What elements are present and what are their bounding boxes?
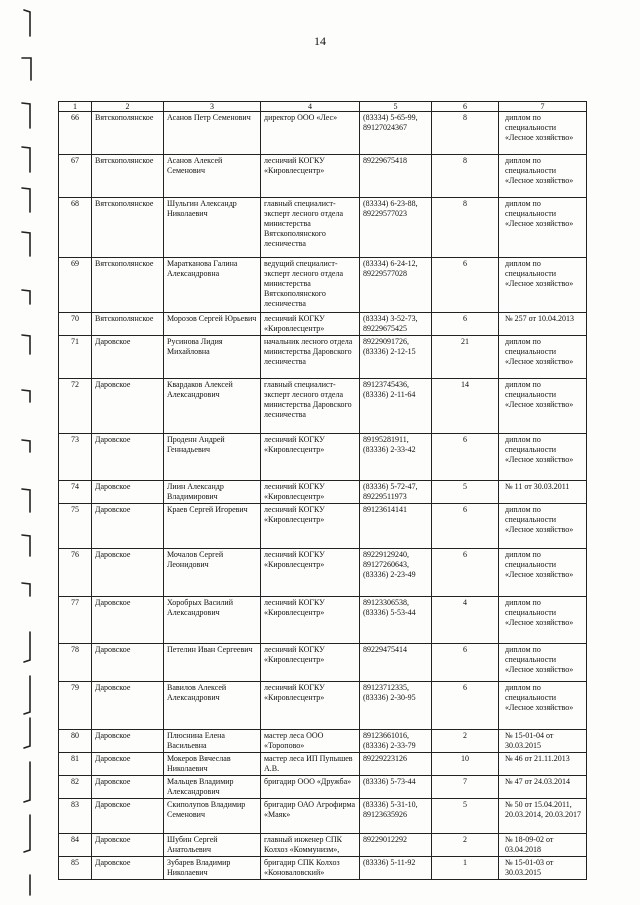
person-name: Вавилов Алексей Александрович (164, 682, 261, 730)
experience-years: 14 (432, 379, 499, 434)
district-name: Даровское (92, 644, 164, 682)
phone-number: (83334) 3-52-73, 89229675425 (360, 313, 432, 336)
table-row (59, 434, 587, 481)
page-number: 14 (314, 34, 326, 48)
experience-years: 6 (432, 434, 499, 481)
position-title: лесничий КОГКУ «Кировлесцентр» (261, 155, 360, 198)
phone-number: 89123712335, (83336) 2-30-95 (360, 682, 432, 730)
position-title: ведущий специалист-эксперт лесного отдела министерства Вятскополянского лесничества (261, 258, 360, 313)
table-row (59, 379, 587, 434)
district-name: Даровское (92, 336, 164, 379)
qualification-document: диплом по специальности «Лесное хозяйство» (499, 682, 587, 730)
qualification-document: № 50 от 15.04.2011, 20.03.2014, 20.03.2017 (499, 799, 587, 834)
position-title: главный специалист-эксперт лесного отдела министерства Даровского лесничества (261, 379, 360, 434)
experience-years: 1 (432, 857, 499, 880)
qualification-document: № 257 от 10.04.2013 (499, 313, 587, 336)
table-row (59, 834, 587, 857)
district-name: Даровское (92, 481, 164, 504)
position-title: главный инженер СПК Колхоз «Коммунизм», (261, 834, 360, 857)
table-row (59, 753, 587, 776)
experience-years: 4 (432, 597, 499, 644)
column-number: 3 (164, 102, 261, 112)
district-name: Даровское (92, 834, 164, 857)
person-name: Краев Сергей Игоревич (164, 504, 261, 549)
qualification-document: № 46 от 21.11.2013 (499, 753, 587, 776)
table-row (59, 198, 587, 258)
district-name: Даровское (92, 753, 164, 776)
table-row (59, 258, 587, 313)
phone-number: 89123745436, (83336) 2-11-64 (360, 379, 432, 434)
phone-number: 89229675418 (360, 155, 432, 198)
person-name: Квардаков Алексей Александрович (164, 379, 261, 434)
phone-number: 89229129240, 89127260643, (83336) 2-23-49 (360, 549, 432, 597)
row-number: 70 (59, 313, 92, 336)
row-number: 75 (59, 504, 92, 549)
position-title: главный специалист-эксперт лесного отдела министерства Вятскополянского лесничества (261, 198, 360, 258)
row-number: 68 (59, 198, 92, 258)
person-name: Мокеров Вячеслав Николаевич (164, 753, 261, 776)
experience-years: 7 (432, 776, 499, 799)
position-title: лесничий КОГКУ «Кировлесцентр» (261, 682, 360, 730)
position-title: начальник лесного отдела министерства Даровского лесничества (261, 336, 360, 379)
position-title: лесничий КОГКУ «Кировлесцентр» (261, 434, 360, 481)
qualification-document: диплом по специальности «Лесное хозяйство» (499, 336, 587, 379)
phone-number: 89123306538, (83336) 5-53-44 (360, 597, 432, 644)
position-title: мастер леса ООО «Торопово» (261, 730, 360, 753)
row-number: 72 (59, 379, 92, 434)
position-title: лесничий КОГКУ «Кировлесцентр» (261, 481, 360, 504)
experience-years: 8 (432, 112, 499, 155)
row-number: 76 (59, 549, 92, 597)
position-title: директор ООО «Лес» (261, 112, 360, 155)
district-name: Вятскополянское (92, 198, 164, 258)
table-row (59, 313, 587, 336)
table-row (59, 597, 587, 644)
table-row (59, 336, 587, 379)
person-name: Асанов Алексей Семенович (164, 155, 261, 198)
district-name: Даровское (92, 682, 164, 730)
row-number: 78 (59, 644, 92, 682)
district-name: Вятскополянское (92, 258, 164, 313)
qualification-document: диплом по специальности «Лесное хозяйство» (499, 644, 587, 682)
person-name: Русинова Лидия Михайловна (164, 336, 261, 379)
experience-years: 6 (432, 504, 499, 549)
phone-number: (83336) 5-11-92 (360, 857, 432, 880)
table-row (59, 644, 587, 682)
phone-number: (83336) 5-73-44 (360, 776, 432, 799)
row-number: 83 (59, 799, 92, 834)
qualification-document: диплом по специальности «Лесное хозяйство» (499, 112, 587, 155)
experience-years: 6 (432, 313, 499, 336)
qualification-document: диплом по специальности «Лесное хозяйство» (499, 549, 587, 597)
phone-number: (83336) 5-31-10, 89123635926 (360, 799, 432, 834)
phone-number: 89123614141 (360, 504, 432, 549)
experience-years: 10 (432, 753, 499, 776)
phone-number: (83336) 5-72-47, 89229511973 (360, 481, 432, 504)
position-title: мастер леса ИП Пупышев А.В. (261, 753, 360, 776)
district-name: Вятскополянское (92, 155, 164, 198)
column-number-row (59, 102, 587, 112)
position-title: бригадир СПК Колхоз «Коноваловский» (261, 857, 360, 880)
position-title: бригадир ООО «Дружба» (261, 776, 360, 799)
experience-years: 2 (432, 730, 499, 753)
row-number: 73 (59, 434, 92, 481)
qualification-document: № 11 от 30.03.2011 (499, 481, 587, 504)
phone-number: (83334) 5-65-99, 89127024367 (360, 112, 432, 155)
person-name: Петелин Иван Сергеевич (164, 644, 261, 682)
table-row (59, 549, 587, 597)
district-name: Даровское (92, 776, 164, 799)
person-name: Маратканова Галина Александровна (164, 258, 261, 313)
person-name: Зубарев Владимир Николаевич (164, 857, 261, 880)
person-name: Морозов Сергей Юрьевич (164, 313, 261, 336)
table-row (59, 504, 587, 549)
qualification-document: диплом по специальности «Лесное хозяйство» (499, 379, 587, 434)
experience-years: 6 (432, 644, 499, 682)
row-number: 85 (59, 857, 92, 880)
table-body (59, 112, 587, 880)
qualification-document: диплом по специальности «Лесное хозяйство» (499, 434, 587, 481)
person-name: Мальцев Владимир Александрович (164, 776, 261, 799)
table-row (59, 730, 587, 753)
experience-years: 8 (432, 198, 499, 258)
row-number: 67 (59, 155, 92, 198)
district-name: Даровское (92, 549, 164, 597)
experience-years: 5 (432, 481, 499, 504)
table-row (59, 481, 587, 504)
phone-number: 89229012292 (360, 834, 432, 857)
district-name: Даровское (92, 379, 164, 434)
district-name: Даровское (92, 597, 164, 644)
position-title: бригадир ОАО Агрофирма «Маяк» (261, 799, 360, 834)
district-name: Вятскополянское (92, 313, 164, 336)
row-number: 66 (59, 112, 92, 155)
row-number: 80 (59, 730, 92, 753)
qualification-document: № 15-01-03 от 30.03.2015 (499, 857, 587, 880)
specialists-table-container (58, 101, 586, 880)
column-number: 6 (432, 102, 499, 112)
row-number: 81 (59, 753, 92, 776)
row-number: 77 (59, 597, 92, 644)
table-row (59, 112, 587, 155)
experience-years: 5 (432, 799, 499, 834)
qualification-document: № 18-09-02 от 03.04.2018 (499, 834, 587, 857)
person-name: Асанов Петр Семенович (164, 112, 261, 155)
position-title: лесничий КОГКУ «Кировлесцентр» (261, 313, 360, 336)
row-number: 79 (59, 682, 92, 730)
person-name: Шульгин Александр Николаевич (164, 198, 261, 258)
person-name: Плюснина Елена Васильевна (164, 730, 261, 753)
experience-years: 2 (432, 834, 499, 857)
experience-years: 6 (432, 258, 499, 313)
row-number: 82 (59, 776, 92, 799)
person-name: Проденн Андрей Геннадьевич (164, 434, 261, 481)
binding-margin-marks (0, 0, 40, 905)
specialists-table (58, 101, 587, 880)
table-row (59, 682, 587, 730)
district-name: Вятскополянское (92, 112, 164, 155)
column-number: 5 (360, 102, 432, 112)
experience-years: 6 (432, 549, 499, 597)
person-name: Лиин Александр Владимирович (164, 481, 261, 504)
phone-number: 89229475414 (360, 644, 432, 682)
district-name: Даровское (92, 504, 164, 549)
district-name: Даровское (92, 434, 164, 481)
qualification-document: диплом по специальности «Лесное хозяйство» (499, 597, 587, 644)
phone-number: 89123661016, (83336) 2-33-79 (360, 730, 432, 753)
column-number: 2 (92, 102, 164, 112)
table-row (59, 799, 587, 834)
qualification-document: диплом по специальности «Лесное хозяйство» (499, 155, 587, 198)
qualification-document: диплом по специальности «Лесное хозяйство» (499, 258, 587, 313)
experience-years: 21 (432, 336, 499, 379)
position-title: лесничий КОГКУ «Кировлесцентр» (261, 644, 360, 682)
phone-number: (83334) 6-24-12, 89229577028 (360, 258, 432, 313)
position-title: лесничий КОГКУ «Кировлесцентр» (261, 549, 360, 597)
row-number: 84 (59, 834, 92, 857)
position-title: лесничий КОГКУ «Кировлесцентр» (261, 504, 360, 549)
column-number: 7 (499, 102, 587, 112)
row-number: 74 (59, 481, 92, 504)
phone-number: 89195281911, (83336) 2-33-42 (360, 434, 432, 481)
column-number: 4 (261, 102, 360, 112)
district-name: Даровское (92, 730, 164, 753)
qualification-document: диплом по специальности «Лесное хозяйство» (499, 198, 587, 258)
phone-number: 89229223126 (360, 753, 432, 776)
person-name: Шубин Сергей Анатольевич (164, 834, 261, 857)
phone-number: 89229091726, (83336) 2-12-15 (360, 336, 432, 379)
table-row (59, 155, 587, 198)
column-number: 1 (59, 102, 92, 112)
table-row (59, 857, 587, 880)
qualification-document: № 15-01-04 от 30.03.2015 (499, 730, 587, 753)
row-number: 71 (59, 336, 92, 379)
qualification-document: диплом по специальности «Лесное хозяйство» (499, 504, 587, 549)
table-row (59, 776, 587, 799)
position-title: лесничий КОГКУ «Кировлесцентр» (261, 597, 360, 644)
person-name: Хоробрых Василий Александрович (164, 597, 261, 644)
experience-years: 6 (432, 682, 499, 730)
qualification-document: № 47 от 24.03.2014 (499, 776, 587, 799)
row-number: 69 (59, 258, 92, 313)
experience-years: 8 (432, 155, 499, 198)
phone-number: (83334) 6-23-88, 89229577023 (360, 198, 432, 258)
district-name: Даровское (92, 799, 164, 834)
district-name: Даровское (92, 857, 164, 880)
person-name: Скиполупов Владимир Семенович (164, 799, 261, 834)
person-name: Мочалов Сергей Леонидович (164, 549, 261, 597)
